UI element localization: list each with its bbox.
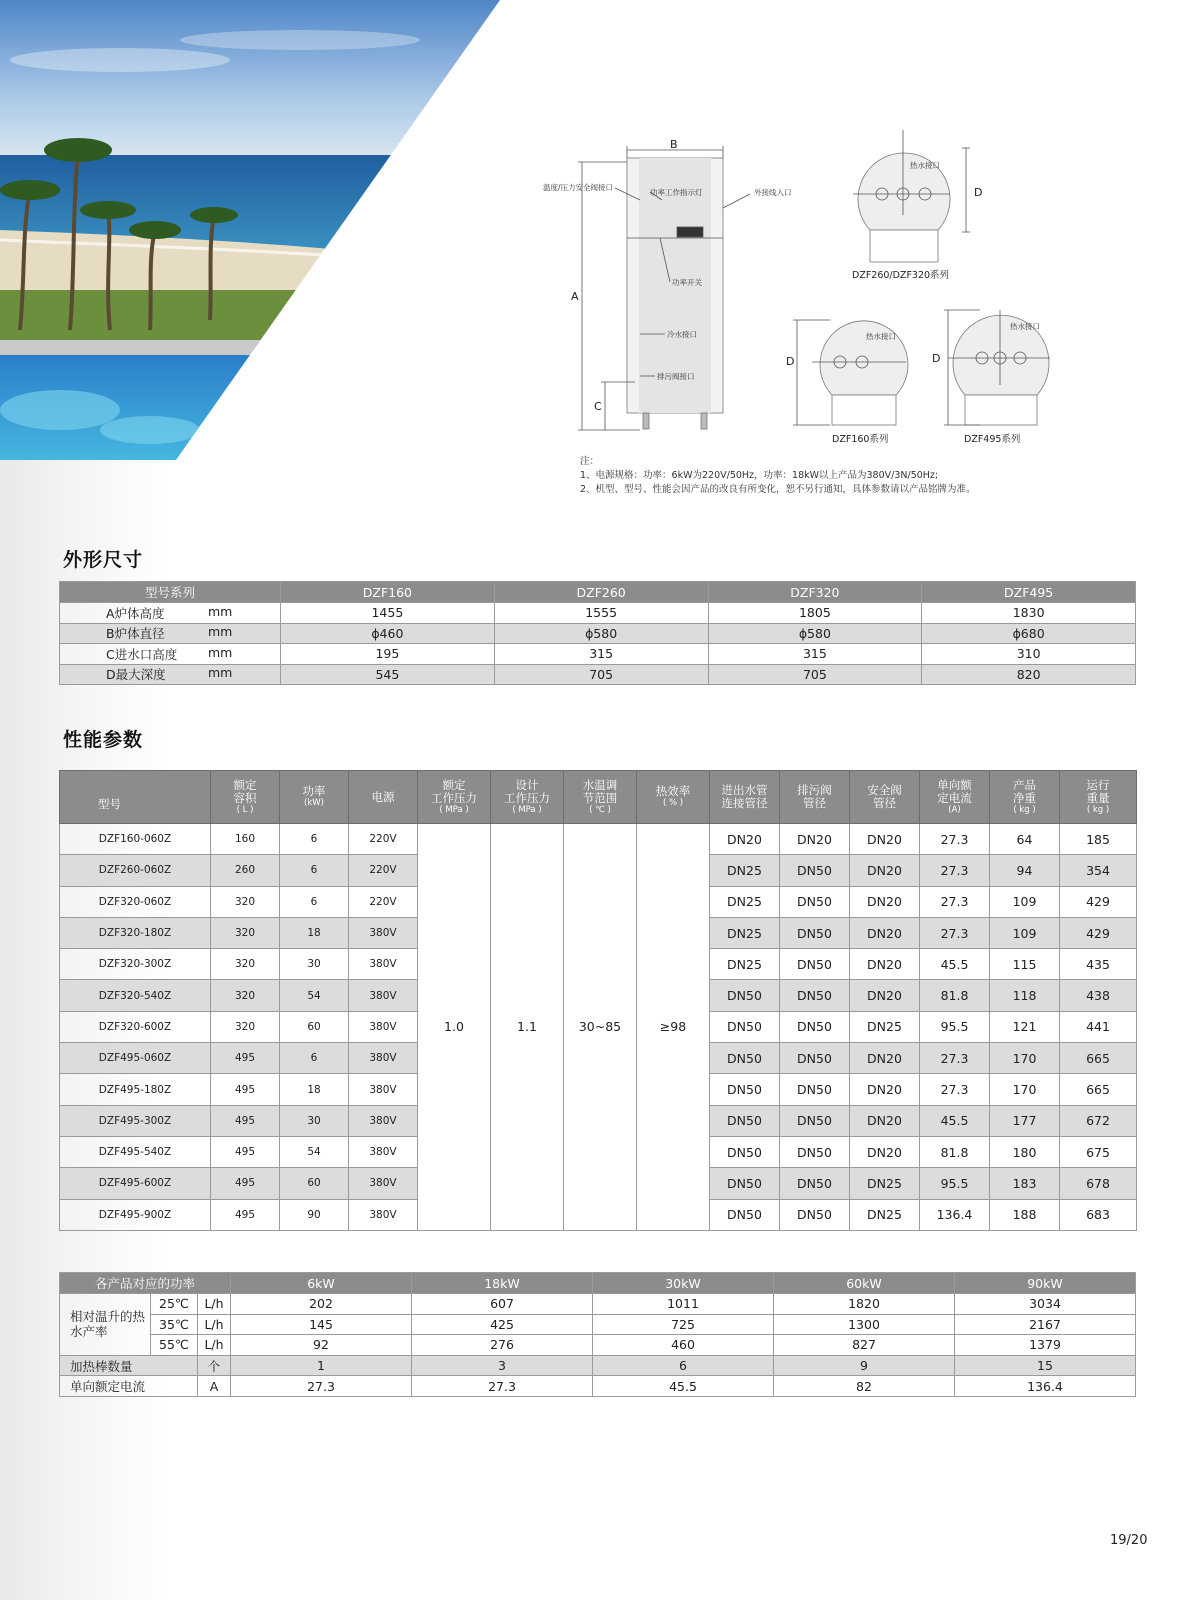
- power-value-cell: 92: [231, 1335, 412, 1356]
- dimensions-row: [60, 664, 1136, 685]
- performance-cell: DN20: [850, 1105, 920, 1136]
- power-output-table: [59, 1272, 1136, 1397]
- dimension-unit: mm: [208, 603, 233, 619]
- performance-cell: 429: [1060, 886, 1137, 917]
- performance-cell: DZF495-180Z: [60, 1074, 211, 1105]
- performance-cell: DN20: [850, 886, 920, 917]
- power-value-cell: 1: [231, 1355, 412, 1376]
- performance-header-row: [60, 771, 1137, 824]
- dim-label-d-160: D: [786, 355, 795, 368]
- header-line: 容积: [233, 790, 257, 805]
- performance-cell: DN50: [780, 1011, 850, 1042]
- header-line: 定电流: [937, 790, 972, 805]
- row-unit-cell: A: [198, 1376, 231, 1397]
- performance-cell: 27.3: [920, 824, 990, 855]
- dimensions-table: [59, 581, 1136, 685]
- performance-cell: 435: [1060, 949, 1137, 980]
- performance-cell: 380V: [349, 1136, 418, 1167]
- power-value-cell: 3034: [955, 1294, 1136, 1315]
- power-value-cell: 136.4: [955, 1376, 1136, 1397]
- performance-cell: 683: [1060, 1199, 1137, 1230]
- section-title-dimensions: 外形尺寸: [63, 549, 144, 571]
- performance-header-cell: [211, 771, 280, 824]
- performance-cell: 6: [280, 886, 349, 917]
- performance-cell: 260: [211, 855, 280, 886]
- performance-cell: 90: [280, 1199, 349, 1230]
- performance-cell: 95.5: [920, 1168, 990, 1199]
- performance-cell: 27.3: [920, 1074, 990, 1105]
- dimension-label-cell: [60, 603, 281, 624]
- header-line: 产品: [1013, 777, 1036, 792]
- performance-cell: 220V: [349, 824, 418, 855]
- performance-cell: DN20: [850, 1074, 920, 1105]
- series-label-dzf260: DZF260/DZF320系列: [852, 270, 950, 281]
- performance-cell: DN20: [850, 917, 920, 948]
- performance-cell: 438: [1060, 980, 1137, 1011]
- dimension-value: 705: [708, 664, 922, 685]
- power-value-cell: 460: [593, 1335, 774, 1356]
- performance-cell: 665: [1060, 1043, 1137, 1074]
- dimensions-row: [60, 623, 1136, 644]
- power-header-cell: 30kW: [593, 1273, 774, 1294]
- performance-cell: 54: [280, 980, 349, 1011]
- power-value-cell: 607: [412, 1294, 593, 1315]
- performance-cell: 109: [990, 886, 1060, 917]
- performance-cell: 220V: [349, 886, 418, 917]
- performance-header-cell: [1060, 771, 1137, 824]
- performance-cell: 27.3: [920, 886, 990, 917]
- performance-cell: DN50: [710, 1136, 780, 1167]
- performance-header-cell: [710, 771, 780, 824]
- performance-cell: 136.4: [920, 1199, 990, 1230]
- performance-cell: DN25: [850, 1011, 920, 1042]
- performance-cell: 6: [280, 855, 349, 886]
- power-value-cell: 27.3: [412, 1376, 593, 1397]
- performance-cell: 495: [211, 1199, 280, 1230]
- power-rise-row: [60, 1314, 1136, 1335]
- performance-cell: DN50: [780, 949, 850, 980]
- performance-cell: 54: [280, 1136, 349, 1167]
- callout-hot-water-160: 热水接口: [866, 332, 896, 341]
- performance-cell: DN25: [710, 917, 780, 948]
- dim-label-c: C: [594, 400, 602, 413]
- header-line: 重量: [1086, 790, 1110, 805]
- performance-cell: 109: [990, 917, 1060, 948]
- power-value-cell: 45.5: [593, 1376, 774, 1397]
- power-rise-row: [60, 1335, 1136, 1356]
- heater-dimension-diagram: [540, 130, 1060, 460]
- dimension-value: 1830: [922, 603, 1136, 624]
- page-number: 19/20: [1110, 1533, 1148, 1548]
- performance-cell: 320: [211, 980, 280, 1011]
- performance-cell: 30: [280, 949, 349, 980]
- series-label-dzf160: DZF160系列: [832, 434, 889, 445]
- header-unit: (kW): [304, 798, 324, 808]
- dimension-value: 195: [281, 644, 495, 665]
- performance-cell: 121: [990, 1011, 1060, 1042]
- power-value-cell: 3: [412, 1355, 593, 1376]
- header-line: 设计: [515, 777, 539, 792]
- power-value-cell: 9: [774, 1355, 955, 1376]
- power-value-cell: 827: [774, 1335, 955, 1356]
- dim-header-cell: DZF260: [494, 582, 708, 603]
- performance-cell: 429: [1060, 917, 1137, 948]
- performance-cell: DZF495-600Z: [60, 1168, 211, 1199]
- dimension-unit: mm: [208, 644, 233, 660]
- header-line: 净重: [1013, 790, 1036, 805]
- performance-cell: 95.5: [920, 1011, 990, 1042]
- performance-cell: 185: [1060, 824, 1137, 855]
- performance-cell: DN25: [710, 855, 780, 886]
- performance-cell: DN50: [710, 1168, 780, 1199]
- callout-power-switch: 功率开关: [672, 278, 702, 287]
- header-line: 水温调: [582, 777, 618, 792]
- performance-header-cell: [418, 771, 491, 824]
- header-line: 连接管径: [721, 796, 768, 810]
- performance-cell: DN50: [780, 1168, 850, 1199]
- performance-cell: 380V: [349, 1105, 418, 1136]
- dimensions-row: [60, 603, 1136, 624]
- performance-cell: DN50: [780, 980, 850, 1011]
- performance-cell: 177: [990, 1105, 1060, 1136]
- performance-cell: 320: [211, 886, 280, 917]
- dimension-value: 310: [922, 644, 1136, 665]
- dimension-value: ϕ580: [708, 623, 922, 644]
- performance-cell: 220V: [349, 855, 418, 886]
- performance-cell: 495: [211, 1043, 280, 1074]
- rise-temp-cell: 35℃: [151, 1314, 198, 1335]
- performance-cell: 380V: [349, 1168, 418, 1199]
- performance-cell: 60: [280, 1168, 349, 1199]
- dimension-value: 705: [494, 664, 708, 685]
- performance-cell: 94: [990, 855, 1060, 886]
- performance-cell: DZF495-900Z: [60, 1199, 211, 1230]
- dim-header-cell: DZF320: [708, 582, 922, 603]
- performance-cell: 81.8: [920, 980, 990, 1011]
- power-value-cell: 2167: [955, 1314, 1136, 1335]
- performance-cell: 380V: [349, 1043, 418, 1074]
- performance-cell: DN50: [780, 1136, 850, 1167]
- dim-label-d-260: D: [974, 186, 983, 199]
- power-header-cell: 各产品对应的功率: [60, 1273, 231, 1294]
- power-value-cell: 6: [593, 1355, 774, 1376]
- performance-cell: DN25: [850, 1199, 920, 1230]
- header-line: 进出水管: [721, 783, 768, 797]
- dim-header-cell: DZF160: [281, 582, 495, 603]
- performance-cell: 495: [211, 1074, 280, 1105]
- performance-header-cell: [491, 771, 564, 824]
- dimension-value: 545: [281, 664, 495, 685]
- performance-cell: DN50: [710, 1105, 780, 1136]
- performance-cell: 6: [280, 824, 349, 855]
- performance-cell: DN50: [780, 917, 850, 948]
- rise-unit-cell: L/h: [198, 1335, 231, 1356]
- header-line: 热效率: [655, 784, 691, 798]
- dimension-value: ϕ580: [494, 623, 708, 644]
- performance-cell: DZF495-300Z: [60, 1105, 211, 1136]
- performance-cell: DZF320-540Z: [60, 980, 211, 1011]
- performance-shared-cell: 1.0: [418, 824, 491, 1231]
- performance-cell: 380V: [349, 917, 418, 948]
- power-value-cell: 82: [774, 1376, 955, 1397]
- performance-cell: 380V: [349, 1011, 418, 1042]
- callout-drain-valve: 排污阀接口: [657, 372, 695, 381]
- performance-cell: 81.8: [920, 1136, 990, 1167]
- performance-cell: DN25: [710, 949, 780, 980]
- performance-cell: 170: [990, 1074, 1060, 1105]
- dimension-label-cell: [60, 664, 281, 685]
- performance-cell: 6: [280, 1043, 349, 1074]
- power-header-cell: 18kW: [412, 1273, 593, 1294]
- dimensions-header-row: [60, 582, 1136, 603]
- performance-cell: 18: [280, 917, 349, 948]
- dimension-value: 1555: [494, 603, 708, 624]
- performance-cell: DN25: [850, 1168, 920, 1199]
- performance-cell: 160: [211, 824, 280, 855]
- header-unit: ( % ): [662, 798, 684, 808]
- performance-cell: DN50: [780, 855, 850, 886]
- performance-cell: DN20: [850, 855, 920, 886]
- performance-cell: 118: [990, 980, 1060, 1011]
- rise-label-cell: 相对温升的热水产率: [60, 1294, 151, 1356]
- performance-cell: 183: [990, 1168, 1060, 1199]
- dimension-value: ϕ460: [281, 623, 495, 644]
- dimension-value: ϕ680: [922, 623, 1136, 644]
- performance-cell: 115: [990, 949, 1060, 980]
- performance-cell: 170: [990, 1043, 1060, 1074]
- header-unit: ( kg ): [1086, 804, 1110, 815]
- header-line: 工作压力: [431, 790, 477, 805]
- performance-cell: 380V: [349, 980, 418, 1011]
- callout-hot-water-260: 热水接口: [910, 161, 940, 170]
- header-unit: ( MPa ): [512, 804, 542, 815]
- header-line: 运行: [1086, 777, 1110, 792]
- rise-temp-cell: 25℃: [151, 1294, 198, 1315]
- performance-cell: DN20: [850, 1136, 920, 1167]
- header-line: 排污阀: [797, 783, 832, 797]
- notes-title: 注：: [580, 456, 600, 467]
- section-title-performance: 性能参数: [63, 729, 144, 751]
- performance-row: [60, 824, 1137, 855]
- header-line: 安全阀: [867, 783, 902, 797]
- header-unit: ( kg ): [1013, 804, 1036, 815]
- power-value-cell: 202: [231, 1294, 412, 1315]
- performance-cell: 320: [211, 949, 280, 980]
- performance-cell: DN50: [710, 1011, 780, 1042]
- performance-cell: 495: [211, 1105, 280, 1136]
- power-value-cell: 725: [593, 1314, 774, 1335]
- performance-table: [59, 770, 1137, 1231]
- performance-cell: DN20: [850, 824, 920, 855]
- current-row: [60, 1376, 1136, 1397]
- header-line: 功率: [302, 784, 326, 798]
- header-line: 额定: [442, 777, 466, 792]
- dim-header-cell: 型号系列: [60, 582, 281, 603]
- power-value-cell: 1300: [774, 1314, 955, 1335]
- performance-header-cell: [920, 771, 990, 824]
- header-unit: ( MPa ): [439, 804, 469, 815]
- performance-cell: 495: [211, 1136, 280, 1167]
- header-line: 额定: [233, 777, 257, 792]
- dimension-value: 820: [922, 664, 1136, 685]
- power-value-cell: 1820: [774, 1294, 955, 1315]
- performance-header-cell: [990, 771, 1060, 824]
- performance-cell: 27.3: [920, 855, 990, 886]
- header-line: 型号: [98, 796, 121, 811]
- performance-cell: DN20: [780, 824, 850, 855]
- power-value-cell: 27.3: [231, 1376, 412, 1397]
- performance-cell: DZF320-060Z: [60, 886, 211, 917]
- dimension-label: C进水口高度: [106, 646, 178, 662]
- callout-wiring-inlet: 外接线入口: [754, 188, 792, 197]
- dimension-unit: mm: [208, 624, 233, 640]
- notes-line-2: 2、机型、型号、性能会因产品的改良有所变化，恕不另行通知，具体参数请以产品铭牌为准。: [580, 484, 976, 495]
- performance-cell: 354: [1060, 855, 1137, 886]
- performance-cell: 672: [1060, 1105, 1137, 1136]
- performance-shared-cell: 30~85: [564, 824, 637, 1231]
- performance-cell: 320: [211, 917, 280, 948]
- callout-thermo-valve: 温度/压力安全阀接口: [543, 183, 614, 192]
- resort-beach-photo: [0, 0, 500, 460]
- performance-cell: DN20: [850, 980, 920, 1011]
- performance-header-cell: [60, 771, 211, 824]
- performance-cell: 665: [1060, 1074, 1137, 1105]
- header-line: 管径: [803, 796, 826, 810]
- rise-unit-cell: L/h: [198, 1314, 231, 1335]
- dimensions-row: [60, 644, 1136, 665]
- dim-header-cell: DZF495: [922, 582, 1136, 603]
- callout-cold-water: 冷水接口: [667, 330, 697, 339]
- header-line: 电源: [371, 789, 395, 804]
- performance-cell: DN50: [780, 886, 850, 917]
- performance-cell: DN50: [710, 980, 780, 1011]
- header-unit: ( L ): [236, 804, 254, 815]
- header-line: 管径: [873, 796, 896, 810]
- performance-cell: DZF320-180Z: [60, 917, 211, 948]
- performance-header-cell: [637, 771, 710, 824]
- performance-shared-cell: 1.1: [491, 824, 564, 1231]
- performance-cell: 380V: [349, 1199, 418, 1230]
- dimension-value: 315: [708, 644, 922, 665]
- callout-hot-water-495: 热水接口: [1010, 322, 1040, 331]
- performance-cell: 60: [280, 1011, 349, 1042]
- dimension-value: 1455: [281, 603, 495, 624]
- performance-cell: 27.3: [920, 1043, 990, 1074]
- power-value-cell: 276: [412, 1335, 593, 1356]
- dimension-label: B炉体直径: [106, 626, 165, 642]
- performance-cell: 27.3: [920, 917, 990, 948]
- performance-cell: DN50: [710, 1074, 780, 1105]
- dimension-value: 1805: [708, 603, 922, 624]
- performance-cell: DZF320-600Z: [60, 1011, 211, 1042]
- dimension-label: A炉体高度: [106, 605, 165, 621]
- performance-cell: DZF160-060Z: [60, 824, 211, 855]
- performance-cell: 188: [990, 1199, 1060, 1230]
- dimension-label-cell: [60, 644, 281, 665]
- power-header-cell: 60kW: [774, 1273, 955, 1294]
- performance-cell: 678: [1060, 1168, 1137, 1199]
- power-rise-row: [60, 1294, 1136, 1315]
- power-value-cell: 425: [412, 1314, 593, 1335]
- power-value-cell: 1379: [955, 1335, 1136, 1356]
- performance-cell: DN50: [710, 1043, 780, 1074]
- performance-cell: DN25: [710, 886, 780, 917]
- callout-power-light: 功率工作指示灯: [650, 188, 703, 197]
- power-value-cell: 1011: [593, 1294, 774, 1315]
- dimension-value: 315: [494, 644, 708, 665]
- performance-header-cell: [850, 771, 920, 824]
- dim-label-b: B: [670, 138, 678, 151]
- performance-header-cell: [349, 771, 418, 824]
- performance-cell: 18: [280, 1074, 349, 1105]
- performance-cell: DZF320-300Z: [60, 949, 211, 980]
- header-line: 工作压力: [504, 790, 550, 805]
- dimension-unit: mm: [208, 665, 233, 681]
- performance-cell: DN50: [780, 1074, 850, 1105]
- power-header-cell: 6kW: [231, 1273, 412, 1294]
- power-header-row: [60, 1273, 1136, 1294]
- performance-cell: 64: [990, 824, 1060, 855]
- performance-shared-cell: ≥98: [637, 824, 710, 1231]
- performance-cell: DZF495-060Z: [60, 1043, 211, 1074]
- performance-cell: 380V: [349, 1074, 418, 1105]
- performance-cell: 320: [211, 1011, 280, 1042]
- series-label-dzf495: DZF495系列: [964, 434, 1021, 445]
- rise-temp-cell: 55℃: [151, 1335, 198, 1356]
- rise-unit-cell: L/h: [198, 1294, 231, 1315]
- performance-header-cell: [280, 771, 349, 824]
- header-unit: ( ℃ ): [589, 804, 611, 815]
- performance-cell: 675: [1060, 1136, 1137, 1167]
- performance-cell: DN20: [710, 824, 780, 855]
- performance-header-cell: [564, 771, 637, 824]
- performance-cell: DN50: [780, 1199, 850, 1230]
- performance-cell: DN50: [710, 1199, 780, 1230]
- dim-label-a: A: [571, 290, 579, 303]
- performance-cell: 180: [990, 1136, 1060, 1167]
- performance-cell: DN20: [850, 1043, 920, 1074]
- notes: [580, 455, 976, 497]
- power-header-cell: 90kW: [955, 1273, 1136, 1294]
- performance-cell: 441: [1060, 1011, 1137, 1042]
- header-line: 节范围: [582, 790, 618, 805]
- performance-cell: DN50: [780, 1105, 850, 1136]
- row-label-cell: 单向额定电流: [60, 1376, 198, 1397]
- power-value-cell: 145: [231, 1314, 412, 1335]
- heater-row: [60, 1355, 1136, 1376]
- performance-cell: DN50: [780, 1043, 850, 1074]
- power-value-cell: 15: [955, 1355, 1136, 1376]
- performance-cell: 45.5: [920, 949, 990, 980]
- dimension-label: D最大深度: [106, 667, 166, 683]
- performance-cell: 30: [280, 1105, 349, 1136]
- performance-cell: 495: [211, 1168, 280, 1199]
- performance-cell: DZF260-060Z: [60, 855, 211, 886]
- notes-line-1: 1、电源规格：功率：6kW为220V/50Hz，功率：18kW以上产品为380V/3N/50Hz;: [580, 470, 939, 481]
- dimension-label-cell: [60, 623, 281, 644]
- header-line: 单向额: [937, 777, 972, 792]
- performance-cell: 380V: [349, 949, 418, 980]
- performance-header-cell: [780, 771, 850, 824]
- header-unit: (A): [948, 804, 961, 815]
- performance-cell: DN20: [850, 949, 920, 980]
- dim-label-d-495: D: [932, 352, 941, 365]
- performance-cell: 45.5: [920, 1105, 990, 1136]
- row-label-cell: 加热棒数量: [60, 1355, 198, 1376]
- performance-cell: DZF495-540Z: [60, 1136, 211, 1167]
- row-unit-cell: 个: [198, 1355, 231, 1376]
